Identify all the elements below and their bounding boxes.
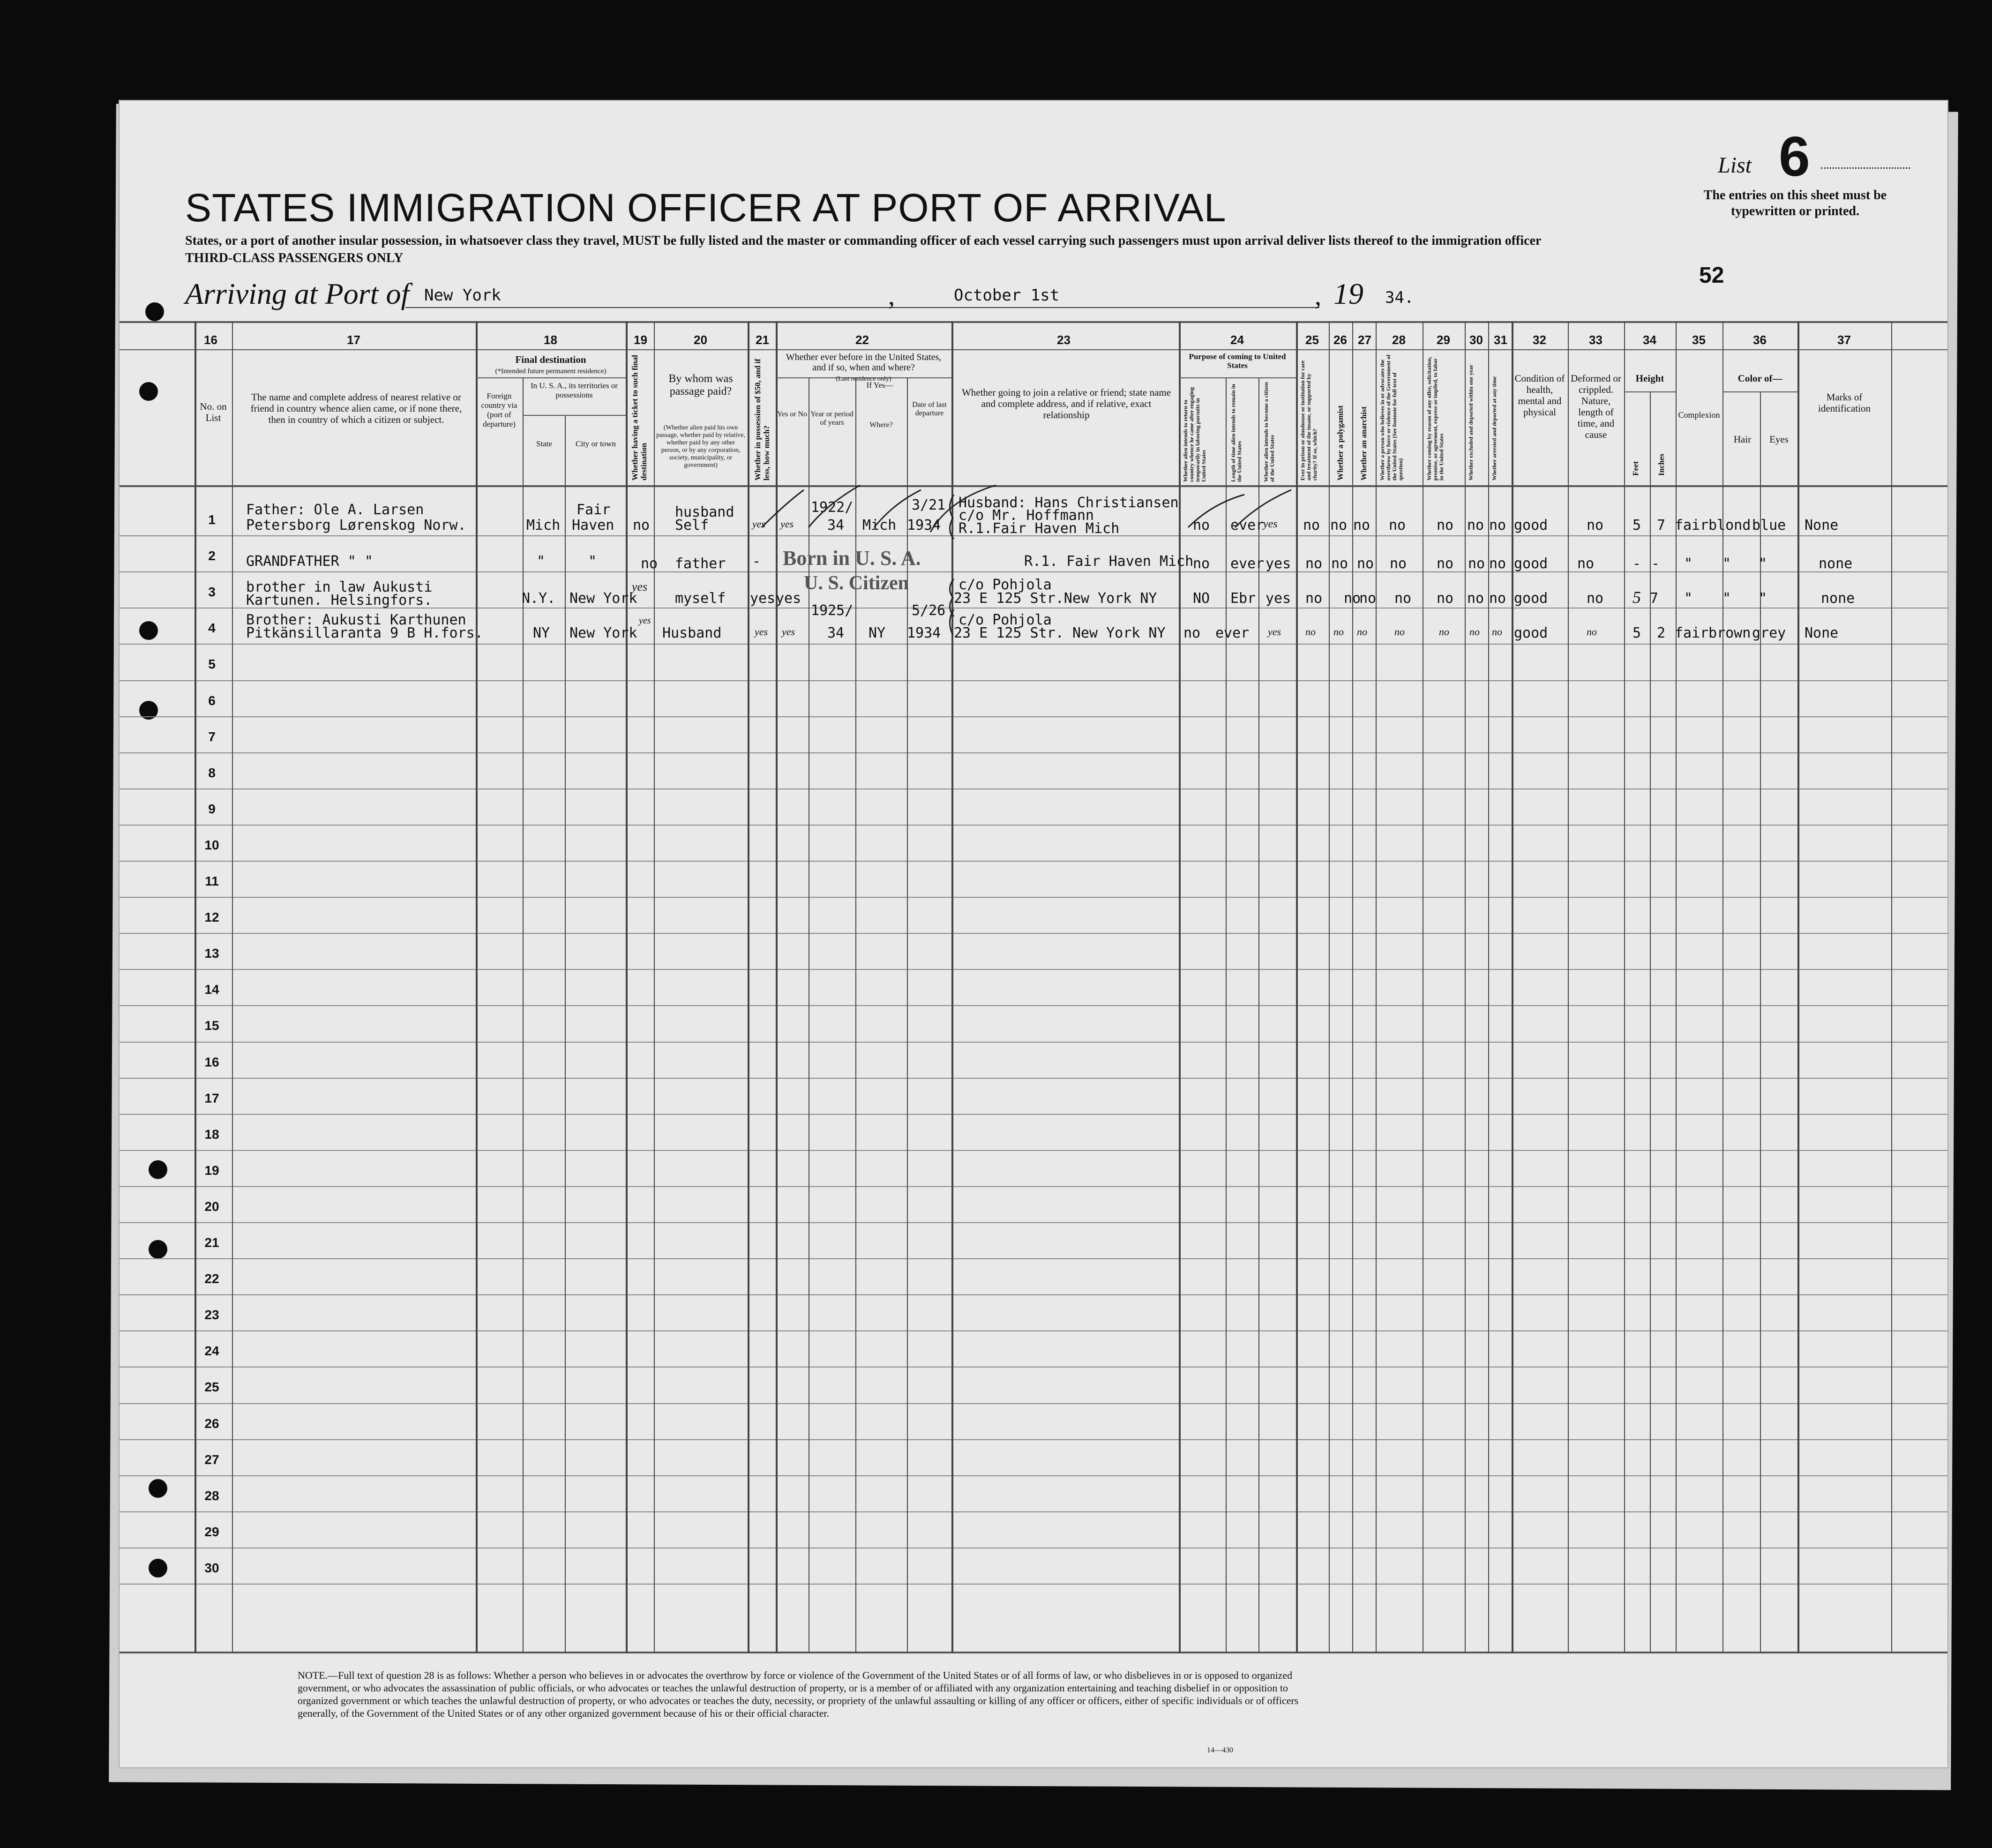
- entry-marks: none: [1821, 590, 1855, 607]
- arriving-label: Arriving at Port of: [185, 277, 410, 310]
- header-nearest-relative: The name and complete address of nearest relative or friend in country whence alien came, or if none there, then in country of which a citizen or subject.: [250, 391, 462, 425]
- entry-inches: 7: [1650, 590, 1659, 607]
- row-rule: [120, 1511, 1947, 1512]
- stamp-born-in-usa: Born in U. S. A.: [783, 547, 921, 570]
- row-rule: [120, 1330, 1947, 1331]
- entry-health: good: [1514, 556, 1548, 572]
- header-final-destination-note: (*Intended future permanent residence): [495, 368, 607, 375]
- row-rule: [120, 1150, 1947, 1151]
- entry-date-departure: 3/21: [912, 497, 946, 513]
- year-suffix: 34.: [1385, 288, 1414, 307]
- row-number: 5: [208, 657, 216, 672]
- colnum: 33: [1589, 333, 1603, 347]
- entry-deformed: no: [1587, 517, 1604, 533]
- header-divider: [120, 349, 1947, 350]
- stamp-us-citizen: U. S. Citizen: [804, 572, 909, 594]
- entry-feet: 5: [1633, 517, 1641, 533]
- row-bracket: [944, 492, 958, 638]
- list-underline: [1821, 167, 1910, 169]
- entry-complexion: fair: [1675, 625, 1709, 641]
- row-rule: [120, 1005, 1947, 1006]
- entry-deformed: no: [1577, 556, 1595, 572]
- colnum: 18: [544, 333, 557, 347]
- entry-city: Haven: [572, 517, 614, 533]
- colnum: 31: [1494, 333, 1507, 347]
- subheader-rule: [1624, 391, 1676, 392]
- header-anarchist: Whether an anarchist: [1359, 406, 1368, 481]
- colnum: 16: [204, 333, 217, 347]
- col-rule: [1797, 321, 1799, 1653]
- entry-complexion: ": [1684, 556, 1693, 572]
- entry-where: Mich: [862, 517, 897, 533]
- entry-q31: no: [1489, 590, 1506, 607]
- entry-q29: no: [1437, 517, 1454, 533]
- entry-joining: c/o Pohjola: [959, 612, 1052, 628]
- entry-feet: -: [1633, 556, 1641, 572]
- row-rule: [120, 1258, 1947, 1259]
- row-rule: [120, 825, 1947, 826]
- colnum: 27: [1358, 333, 1371, 347]
- row-number: 10: [204, 837, 219, 852]
- entry-health: good: [1514, 590, 1548, 607]
- entry-year: 1922/: [811, 499, 854, 516]
- colnum: 35: [1692, 333, 1706, 347]
- col-rule: [748, 321, 749, 1653]
- header-ticket: Whether having a ticket to such final destination: [630, 355, 648, 481]
- entry-q29: no: [1437, 556, 1454, 572]
- entry-passage-paid: husband: [675, 504, 734, 520]
- entry-marks: None: [1805, 517, 1839, 533]
- header-state: State: [536, 439, 552, 448]
- entry-complexion: fair: [1675, 517, 1709, 533]
- entry-return: no: [1193, 517, 1210, 533]
- row-number: 24: [204, 1344, 219, 1359]
- entry-anarchist: no: [1353, 517, 1370, 533]
- header-marks: Marks of identification: [1818, 391, 1871, 414]
- entry-state: NY: [533, 625, 550, 641]
- colnum: 21: [756, 333, 769, 347]
- col-rule: [1891, 321, 1892, 1653]
- header-eyes: Eyes: [1769, 434, 1789, 445]
- row-rule: [120, 752, 1947, 753]
- table-bottom: [120, 1652, 1947, 1653]
- entry-q31: no: [1492, 626, 1502, 638]
- header-ever-before: Whether ever before in the United States, and if so, when and where?: [786, 352, 942, 373]
- header-in-usa: In U. S. A., its territories or possessions: [530, 381, 618, 399]
- entry-joining: R.1. Fair Haven Mich: [1024, 553, 1194, 570]
- colnum: 29: [1437, 333, 1450, 347]
- entry-joining: Husband: Hans Christiansen: [959, 495, 1179, 511]
- row-number: 9: [208, 801, 216, 816]
- entry-return: no: [1193, 556, 1210, 572]
- row-number: 30: [204, 1560, 219, 1575]
- colnum: 32: [1533, 333, 1546, 347]
- row-number: 3: [208, 585, 216, 600]
- entry-passage-paid: myself: [675, 590, 726, 607]
- colnum: 34: [1643, 333, 1656, 347]
- row-number: 12: [204, 910, 219, 925]
- col-rule: [523, 377, 524, 1653]
- header-foreign-country: Foreign country via (port of departure): [481, 391, 517, 428]
- comma: ,: [888, 282, 895, 311]
- header-inches: Inches: [1657, 453, 1666, 476]
- row-rule: [120, 933, 1947, 934]
- row-rule: [120, 644, 1947, 645]
- col-rule: [1329, 321, 1330, 1653]
- date-underline: [898, 307, 1319, 308]
- entry-q28: no: [1394, 626, 1405, 638]
- entry-passage-paid: father: [675, 556, 726, 572]
- entry-joining: 23 E 125 Str.New York NY: [954, 590, 1157, 607]
- entry-citizen: yes: [1263, 518, 1278, 530]
- colnum: 36: [1753, 333, 1767, 347]
- page-number: 52: [1699, 263, 1724, 288]
- entry-q30: no: [1468, 556, 1485, 572]
- entry-hair: ": [1722, 556, 1731, 572]
- date-value: October 1st: [954, 286, 1060, 305]
- header-passage-paid: By whom was passage paid?: [668, 373, 733, 398]
- table-border: [120, 321, 1947, 323]
- entry-ticket: yes: [632, 580, 648, 593]
- entry-year: 1925/: [811, 602, 854, 619]
- manifest-grid: [120, 321, 1947, 1653]
- entry-q29: no: [1437, 590, 1454, 607]
- row-number: 14: [204, 982, 219, 997]
- entry-feet: 5: [1633, 625, 1641, 641]
- list-number: 6: [1779, 125, 1810, 188]
- comma: ,: [1315, 282, 1321, 311]
- instructions-line: States, or a port of another insular possession, in whatsoever class they travel, MUST be fully listed and the master or commanding officer of each vessel carrying such passengers must upon arrival deliver lists thereof to the immigration officer: [185, 233, 1542, 248]
- entry-money: yes: [750, 590, 776, 607]
- colnum: 17: [347, 333, 360, 347]
- colnum: 19: [634, 333, 647, 347]
- entry-joining: 23 E 125 Str. New York NY: [954, 625, 1166, 641]
- entry-city: ": [588, 553, 597, 570]
- entry-q28: no: [1390, 556, 1407, 572]
- row-number: 19: [204, 1163, 219, 1178]
- row-number: 6: [208, 693, 216, 708]
- header-intends-return: Whether alien intends to return to country whence he came after engaging temporarily in laboring pursuits in United States: [1182, 387, 1207, 482]
- row-rule: [120, 1475, 1947, 1476]
- entry-date-departure: 1934: [907, 517, 941, 533]
- entry-citizen: yes: [1266, 556, 1291, 572]
- entry-prison: no: [1305, 590, 1323, 607]
- entry-length: ever: [1230, 517, 1265, 533]
- header-excluded: Whether excluded and deported within one year: [1468, 364, 1474, 481]
- header-final-destination: Final destination: [515, 354, 586, 365]
- entry-relative-address: Kartunen. Helsingfors.: [246, 592, 433, 608]
- colnum: 25: [1305, 333, 1319, 347]
- entry-date-departure: 1934: [907, 625, 941, 641]
- header-hair: Hair: [1733, 434, 1752, 445]
- row-number: 8: [208, 765, 216, 780]
- entry-health: good: [1514, 625, 1548, 641]
- entry-city: New York: [569, 590, 637, 607]
- entry-q28: no: [1394, 590, 1412, 607]
- entry-hair: ": [1722, 590, 1731, 607]
- entry-date-departure: 5/26: [912, 602, 946, 619]
- typewritten-note: The entries on this sheet must be typewritten or printed.: [1703, 188, 1887, 218]
- row-number: 28: [204, 1488, 219, 1503]
- entry-relative: brother in law Aukusti: [246, 579, 433, 595]
- entry-citizen: yes: [1268, 626, 1281, 638]
- entry-year: 34: [827, 625, 845, 641]
- col-rule: [1624, 321, 1625, 1653]
- row-number: 15: [204, 1018, 219, 1033]
- entry-anarchist: no: [1357, 556, 1374, 572]
- row-number: 11: [205, 874, 219, 888]
- entry-q31: no: [1489, 517, 1506, 533]
- header-arrested: Whether arrested and deported at any time: [1491, 376, 1498, 481]
- colnum: 20: [694, 333, 707, 347]
- col-rule: [1568, 321, 1569, 1653]
- header-date-last-departure: Date of last departure: [912, 401, 947, 417]
- entry-where: NY: [869, 625, 886, 641]
- footnote-question-28: NOTE.—Full text of question 28 is as follows: Whether a person who believes in or advocates the overthrow by force or violence of the Government of the United States or of all forms of law, or who disbelieves in or is opposed to organized government, or who advocates the assassination of public officials, or who advocates or teaches the unlawful destruction of property, or is a member of or affiliated with any organization entertaining and teaching disbelief in or opposition to organized government or which teaches the unlawful destruction of property, or who advocates or teaches the duty, necessity, or propriety of the unlawful assaulting or killing of any officer or officers, either of specific individuals or of officers generally, of the Government of the United States or of any other organized government because of his or their official character.: [298, 1669, 1299, 1719]
- handwritten-strokes: [752, 476, 1315, 570]
- entry-relative: Brother: Aukusti Karthunen: [246, 612, 466, 628]
- header-length-of-stay: Length of time alien intends to remain in the United States: [1230, 384, 1243, 482]
- row-rule: [120, 716, 1947, 717]
- header-city: City or town: [576, 439, 616, 448]
- entry-passage-paid: Husband: [662, 625, 722, 641]
- row-rule: [120, 861, 1947, 862]
- row-number: 4: [208, 621, 216, 636]
- row-rule: [120, 1222, 1947, 1223]
- row-rule: [120, 1584, 1947, 1585]
- col-rule: [476, 321, 478, 1653]
- entry-relative: GRANDFATHER " ": [246, 553, 373, 570]
- entry-prison: no: [1305, 556, 1323, 572]
- colnum: 30: [1469, 333, 1483, 347]
- subheader-rule: [476, 377, 626, 378]
- col-rule: [1465, 321, 1466, 1653]
- punch-hole: [145, 302, 164, 321]
- colnum: 23: [1057, 333, 1071, 347]
- entry-q29: no: [1439, 626, 1449, 638]
- entry-q30: no: [1469, 626, 1480, 638]
- entry-city: New York: [569, 625, 637, 641]
- entry-ticket: no: [633, 517, 650, 533]
- row-number: 18: [204, 1127, 219, 1142]
- entry-joining: R.1.Fair Haven Mich: [959, 520, 1120, 537]
- row-number: 23: [204, 1307, 219, 1322]
- row-rule: [120, 1078, 1947, 1079]
- entry-return: NO: [1193, 590, 1210, 607]
- entry-hair: blond: [1708, 517, 1751, 533]
- entry-year: 34: [827, 517, 845, 533]
- row-rule: [120, 1186, 1947, 1187]
- entry-polygamist: no: [1330, 517, 1348, 533]
- entry-prison: no: [1305, 626, 1316, 638]
- entry-eyes: grey: [1752, 625, 1786, 641]
- entry-hair: brown: [1708, 625, 1751, 641]
- colnum: 24: [1230, 333, 1244, 347]
- entry-inches: -: [1651, 556, 1660, 572]
- colnum: 37: [1837, 333, 1851, 347]
- header-become-citizen: Whether alien intends to become a citizen of the United States: [1263, 382, 1275, 482]
- header-height: Height: [1635, 373, 1664, 384]
- entry-q30: no: [1467, 590, 1484, 607]
- row-number: 25: [204, 1380, 219, 1395]
- entry-citizen: yes: [1266, 590, 1291, 607]
- header-where: Where?: [869, 421, 893, 429]
- col-rule: [626, 321, 628, 1653]
- entry-deformed: no: [1587, 626, 1597, 638]
- header-color-of: Color of—: [1737, 373, 1782, 384]
- entry-relative-address: Pitkänsillaranta 9 B H.fors.: [246, 625, 483, 641]
- entry-marks: None: [1805, 625, 1839, 641]
- entry-anarchist: no: [1357, 626, 1367, 638]
- entry-been-before: yes: [780, 518, 794, 530]
- header-ever-before-note: (Last residence only): [836, 376, 891, 383]
- document-title: STATES IMMIGRATION OFFICER AT PORT OF ARRIVAL: [185, 186, 1227, 230]
- row-rule: [120, 1294, 1947, 1295]
- entry-complexion: ": [1684, 590, 1693, 607]
- entry-health: good: [1514, 517, 1548, 533]
- entry-ticket: yes: [639, 616, 651, 626]
- entry-anarchist: no: [1359, 590, 1377, 607]
- manifest-sheet: [120, 101, 1947, 1767]
- header-feet: Feet: [1631, 461, 1640, 476]
- header-purpose: Purpose of coming to United States: [1189, 352, 1286, 370]
- col-rule: [654, 321, 655, 1653]
- row-number: 13: [204, 946, 219, 961]
- entry-q30: no: [1467, 517, 1484, 533]
- row-number: 1: [208, 512, 216, 527]
- entry-return: no: [1183, 625, 1201, 641]
- entry-eyes: blue: [1752, 517, 1786, 533]
- header-health: Condition of health, mental and physical: [1514, 373, 1565, 418]
- col-rule: [1650, 391, 1651, 1653]
- row-number: 20: [204, 1199, 219, 1214]
- entry-passage-paid: Self: [675, 517, 709, 533]
- header-deformed: Deformed or crippled. Nature, length of time, and cause: [1571, 373, 1621, 440]
- header-labor-offer: Whether coming by reason of any offer, solicitation, promise, or agreement, express or implied, to labor in the United States: [1426, 356, 1445, 481]
- form-code: 14—430: [1207, 1746, 1233, 1754]
- subheader-rule: [1722, 391, 1797, 392]
- entry-length: ever: [1215, 625, 1250, 641]
- entry-feet: 5: [1633, 588, 1641, 607]
- entry-joining: c/o Pohjola: [959, 577, 1052, 593]
- colnum: 28: [1392, 333, 1406, 347]
- year-prefix: 19: [1333, 277, 1363, 310]
- row-number: 27: [204, 1452, 219, 1467]
- entry-money: yes: [755, 626, 768, 638]
- entry-q28: no: [1389, 517, 1406, 533]
- row-rule: [120, 571, 1947, 572]
- col-rule: [1512, 321, 1513, 1653]
- row-rule: [120, 897, 1947, 898]
- entry-state: ": [537, 553, 546, 570]
- entry-polygamist: no: [1331, 556, 1348, 572]
- entry-length: ever: [1230, 556, 1265, 572]
- row-number: 7: [208, 729, 216, 744]
- row-number: 16: [204, 1054, 219, 1069]
- colnum: 22: [855, 333, 869, 347]
- col-rule: [1376, 321, 1377, 1653]
- entry-ticket: no: [641, 556, 658, 572]
- entry-relative-address: Petersborg Lørenskog Norw.: [246, 517, 466, 533]
- header-going-to-join: Whether going to join a relative or friend; state name and complete address, and if relative, exact relationship: [961, 387, 1171, 421]
- header-if-yes: If Yes—: [866, 381, 893, 390]
- row-number: 22: [204, 1271, 219, 1286]
- entry-length: Ebr: [1230, 590, 1256, 607]
- port-value: New York: [424, 286, 501, 305]
- row-number: 2: [208, 548, 216, 563]
- entry-city: Fair: [577, 502, 611, 518]
- row-rule: [120, 1439, 1947, 1440]
- subheader-rule: [523, 415, 626, 416]
- entry-state: Mich: [526, 517, 561, 533]
- header-no-on-list: No. on List: [200, 401, 227, 423]
- entry-eyes: ": [1759, 590, 1767, 607]
- entry-inches: 2: [1657, 625, 1666, 641]
- row-rule: [120, 1042, 1947, 1043]
- passenger-class: THIRD-CLASS PASSENGERS ONLY: [185, 251, 404, 265]
- entry-prison: no: [1303, 517, 1320, 533]
- list-label: List: [1718, 153, 1752, 178]
- row-number: 26: [204, 1416, 219, 1431]
- col-rule: [565, 415, 566, 1653]
- header-overthrow: Whether a person who believes in or advocates the overthrow by force or violence of the Government of the United States (See footnote for full text of question): [1379, 354, 1404, 481]
- entry-relative: Father: Ole A. Larsen: [246, 502, 424, 518]
- entry-been-before: yes: [782, 626, 795, 638]
- header-complexion: Complexion: [1678, 410, 1720, 420]
- entry-inches: 7: [1657, 517, 1666, 533]
- entry-been-before: yes: [776, 590, 801, 607]
- header-year-period: Year or period of years: [810, 410, 854, 427]
- entry-money: yes: [752, 518, 766, 530]
- entry-marks: none: [1819, 556, 1853, 572]
- row-rule: [120, 680, 1947, 681]
- row-rule: [120, 1114, 1947, 1115]
- entry-joining: c/o Mr. Hoffmann: [959, 507, 1094, 524]
- header-yes-or-no: Yes or No: [777, 410, 808, 418]
- header-passage-paid-note: (Whether alien paid his own passage, whether paid by relative, whether paid by any other person, or by any corporation, society, municipality, or government): [656, 424, 745, 469]
- entry-deformed: no: [1587, 590, 1604, 607]
- row-rule: [120, 969, 1947, 970]
- entry-money: -: [752, 553, 761, 570]
- col-rule: [1760, 391, 1761, 1653]
- entry-polygamist: no: [1333, 626, 1344, 638]
- row-rule: [120, 1403, 1947, 1404]
- entry-q31: no: [1489, 556, 1506, 572]
- row-number: 29: [204, 1524, 219, 1539]
- header-fifty-dollars: Whether in possession of $50, and if less, how much?: [753, 359, 771, 481]
- subheader-rule: [1179, 377, 1296, 378]
- entry-eyes: ": [1759, 556, 1767, 572]
- row-number: 17: [204, 1090, 219, 1105]
- header-prison: Ever in prison or almshouse or institution for care and treatment of the insane, or supported by charity? If so, which?: [1299, 360, 1318, 481]
- col-rule: [232, 321, 233, 1653]
- colnum: 26: [1333, 333, 1347, 347]
- row-number: 21: [204, 1235, 219, 1250]
- header-polygamist: Whether a polygamist: [1336, 405, 1345, 481]
- entry-polygamist: no: [1344, 590, 1361, 607]
- entry-state: N.Y.: [522, 590, 556, 607]
